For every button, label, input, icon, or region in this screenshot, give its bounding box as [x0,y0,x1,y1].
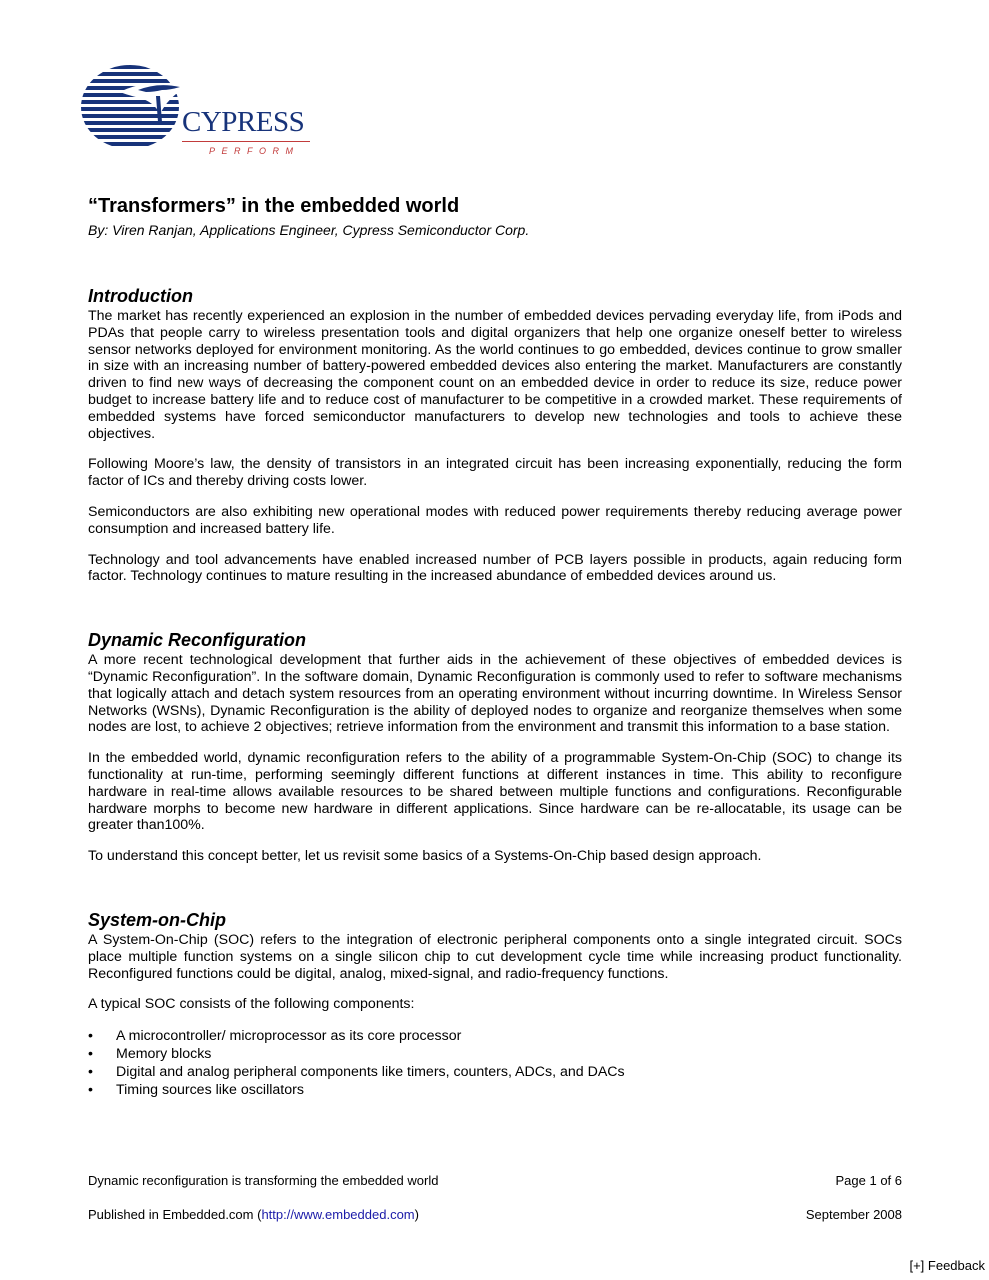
brand-tagline: PERFORM [209,146,300,156]
footer-article-title: Dynamic reconfiguration is transforming the embedded world [88,1173,439,1188]
brand-rule [182,141,310,142]
soc-paragraph-1: A System-On-Chip (SOC) refers to the integration of electronic peripheral components onto a single integrated circuit. SOCs place multiple function systems on a single silicon chip to cut development cycle time while increasing product functionality. Reconfigured functions could be digital, analog, mixed-signal, and radio-frequency functions. [88,931,902,982]
footer-date: September 2008 [805,1207,902,1222]
list-item: • A microcontroller/ microprocessor as its core processor [88,1028,462,1045]
dynamic-paragraph-2: In the embedded world, dynamic reconfiguration refers to the ability of a programmable System-On-Chip (SOC) to change its functionality at run-time, performing seemingly different functions at different instances in time. This ability to reconfigure hardware in real-time allows available resources to be shared between multiple functions and configurations. Reconfigurable hardware morphs to become new hardware in different applications. Since hardware can be re-allocatable, its usage can be greater than100%. [88,750,902,834]
intro-paragraph-2: Following Moore’s law, the density of transistors in an integrated circuit has been increasing exponentially, reducing the form factor of ICs and thereby driving costs lower. [88,456,902,490]
brand-name: CYPRESS [182,106,305,138]
page-title: “Transformers” in the embedded world [88,195,460,217]
cypress-logo [80,62,315,162]
dynamic-paragraph-1: A more recent technological development that further aids in the achievement of these objectives of embedded devices is “Dynamic Reconfiguration”. In the software domain, Dynamic Reconfiguration is commonly used to refer to software mechanisms that logically attach and detach system resources from an operating environment without incurring downtime. In Wireless Sensor Networks (WSNs), Dynamic Reconfiguration is the ability of deployed nodes to organize and reorganize themselves when some nodes are lost, to achieve 2 objectives; retrieve information from the environment and transmit this information to a base station. [88,652,902,736]
section-heading-system-on-chip: System-on-Chip [88,909,227,930]
section-heading-dynamic-reconfiguration: Dynamic Reconfiguration [88,630,307,651]
embedded-link[interactable]: http://www.embedded.com [261,1207,415,1222]
list-item: • Timing sources like oscillators [88,1082,304,1099]
intro-paragraph-4: Technology and tool advancements have enabled increased number of PCB layers possible in products, again reducing form factor. Technology continues to mature resulting in the increased abundance of embedded devices around us. [88,551,902,585]
footer-publication: Published in Embedded.com (http://www.embedded.com) [88,1207,419,1222]
intro-paragraph-1: The market has recently experienced an explosion in the number of embedded devices pervading everyday life, from iPods and PDAs that people carry to wireless presentation tools and digital organizers that help one organize oneself better to wireless sensor networks deployed for environment monitoring. As the world continues to go embedded, devices continue to grow smaller in size with an increasing number of battery-powered embedded devices also entering the market. Manufacturers are constantly driven to find new ways of decreasing the component count on an embedded device in order to reduce its size, reduce power budget to increase battery life and to reduce cost of manufacturer to be competitive in a crowded market. These requirements of embedded systems have forced semiconductor manufacturers to develop new technologies and tools to achieve these objectives. [88,308,902,442]
article-body [88,193,902,1099]
feedback-button[interactable]: [+] Feedback [909,1258,985,1273]
byline: By: Viren Ranjan, Applications Engineer, Cypress Semiconductor Corp. [88,222,530,238]
footer-page-number: Page 1 of 6 [835,1173,902,1188]
section-heading-introduction: Introduction [88,286,193,306]
intro-paragraph-3: Semiconductors are also exhibiting new operational modes with reduced power requirements thereby reducing average power consumption and increased battery life. [88,503,902,537]
list-item: • Memory blocks [88,1046,212,1063]
dynamic-paragraph-3: To understand this concept better, let us revisit some basics of a Systems-On-Chip based design approach. [88,848,762,865]
soc-components-list [88,1027,902,1099]
soc-paragraph-2: A typical SOC consists of the following components: [88,996,415,1013]
list-item: • Digital and analog peripheral components like timers, counters, ADCs, and DACs [88,1064,625,1081]
